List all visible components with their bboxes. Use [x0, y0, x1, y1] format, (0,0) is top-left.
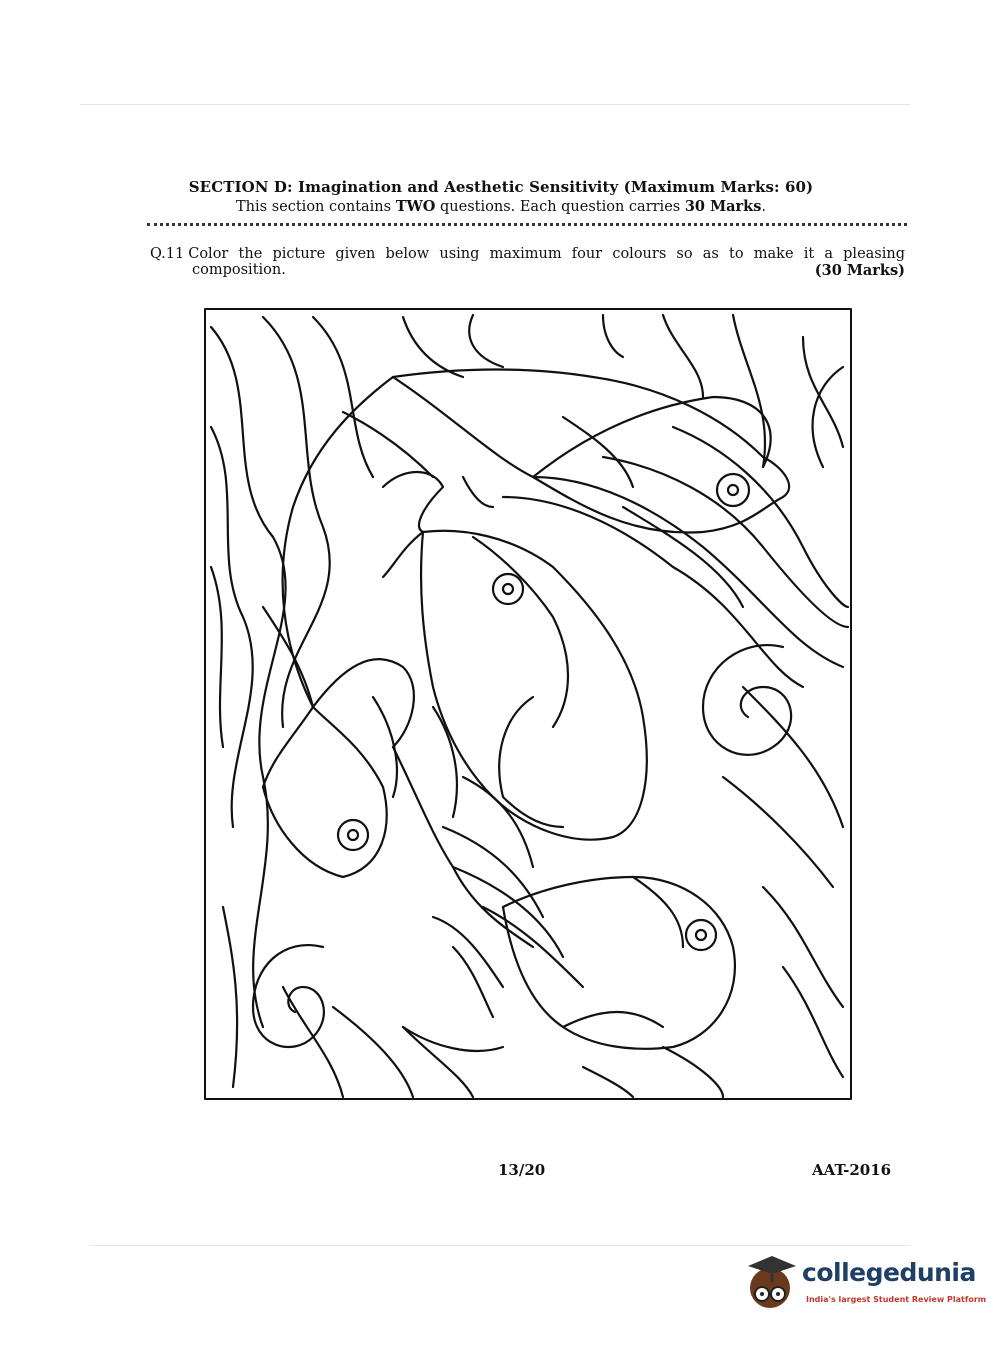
fish-top: [283, 370, 789, 708]
section-instruction: [0, 198, 1002, 215]
dotted-divider: [147, 223, 907, 226]
section-header: [0, 178, 1002, 215]
scan-line-bottom: [90, 1245, 910, 1246]
section-instruction-text: .: [761, 199, 766, 215]
question-text: Color the picture given below using maximum four colours so as to make it a pleasing: [188, 246, 905, 262]
brand-tagline: India's largest Student Review Platform: [806, 1295, 987, 1304]
question-marks: (30 Marks): [814, 262, 905, 279]
question-text-continued: composition.: [192, 262, 286, 278]
spiral-right: [703, 645, 791, 755]
fish-bottom: [403, 877, 735, 1051]
question-count: TWO: [395, 198, 436, 215]
marks-per-question: 30 Marks: [684, 198, 762, 215]
spiral-left: [253, 945, 324, 1047]
section-instruction-text: questions. Each question carries: [435, 199, 685, 215]
fish-coloring-drawing: [203, 307, 855, 1103]
collegedunia-watermark: [742, 1252, 987, 1322]
section-title: SECTION D: Imagination and Aesthetic Sensitivity (Maximum Marks: 60): [188, 178, 814, 196]
question-block: [150, 246, 905, 279]
drawing-frame: [205, 309, 851, 1099]
water-wave-lines: [211, 315, 848, 1097]
section-instruction-text: This section contains: [236, 199, 396, 215]
exam-code: AAT-2016: [812, 1161, 892, 1179]
student-mascot-icon: [742, 1252, 800, 1318]
scan-line-top: [80, 104, 910, 105]
question-number: Q.11: [150, 246, 185, 262]
brand-name: collegedunia: [802, 1258, 976, 1287]
fish-middle: [383, 472, 647, 840]
page-number: 13/20: [498, 1161, 546, 1179]
fish-left: [263, 607, 533, 947]
